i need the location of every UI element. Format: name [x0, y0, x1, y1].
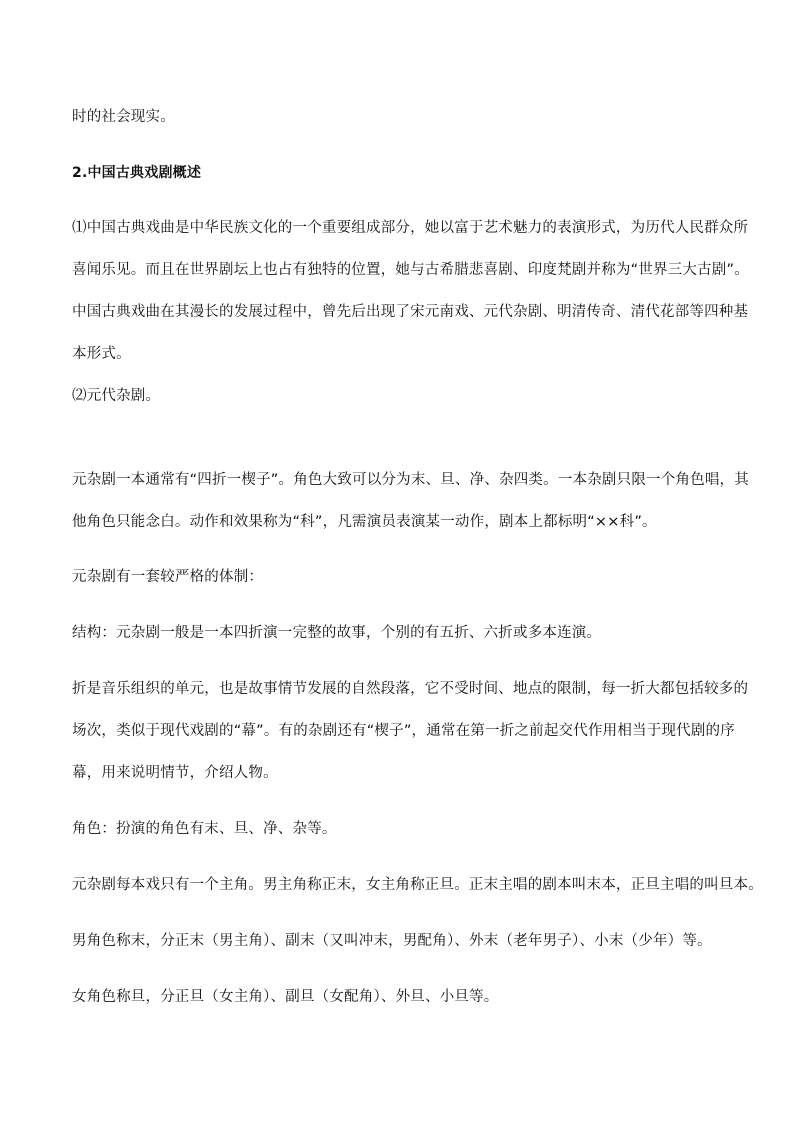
paragraph-line: ⑴中国古典戏曲是中华民族文化的一个重要组成部分，她以富于艺术魅力的表演形式，为历代人民群众所 [72, 220, 749, 236]
paragraph-line: 角色：扮演的角色有末、旦、净、杂等。 [72, 821, 337, 837]
paragraph-line: 本形式。 [72, 346, 131, 362]
paragraph-line: 幕，用来说明情节，介绍人物。 [72, 765, 278, 781]
paragraph-line: 他角色只能念白。动作和效果称为“科”，凡需演员表演某一动作，剧本上都标明“××科”。 [72, 514, 657, 530]
paragraph-line: 女角色称旦，分正旦（女主角）、副旦（女配角）、外旦、小旦等。 [72, 989, 499, 1005]
paragraph-line: 喜闻乐见。而且在世界剧坛上也占有独特的位置，她与古希腊悲喜剧、印度梵剧并称为“世界三大古剧”。 [72, 262, 749, 278]
section-heading: 2.中国古典戏剧概述 [72, 165, 202, 181]
paragraph-line: 元杂剧有一套较严格的体制： [72, 569, 264, 585]
paragraph-line: 结构：元杂剧一般是一本四折演一完整的故事，个别的有五折、六折或多本连演。 [72, 625, 602, 641]
subsection-heading: ⑵元代杂剧。 [72, 388, 161, 404]
paragraph-line: 场次，类似于现代戏剧的“幕”。有的杂剧还有“楔子”，通常在第一折之前起交代作用相当于现代剧的序 [72, 723, 735, 739]
paragraph-line: 中国古典戏曲在其漫长的发展过程中，曾先后出现了宋元南戏、元代杂剧、明清传奇、清代花部等四种基 [72, 304, 749, 320]
paragraph-line: 男角色称末，分正末（男主角）、副末（又叫冲末，男配角）、外末（老年男子）、小末（少年）等。 [72, 933, 712, 949]
paragraph-line: 元杂剧每本戏只有一个主角。男主角称正末，女主角称正旦。正末主唱的剧本叫末本，正旦主唱的叫旦本。 [72, 877, 763, 893]
paragraph-line: 折是音乐组织的单元，也是故事情节发展的自然段落，它不受时间、地点的限制，每一折大都包括较多的 [72, 681, 749, 697]
paragraph-line: 时的社会现实。 [72, 109, 175, 125]
paragraph-line: 元杂剧一本通常有“四折一楔子”。角色大致可以分为末、旦、净、杂四类。一本杂剧只限一个角色唱，其 [72, 472, 749, 488]
